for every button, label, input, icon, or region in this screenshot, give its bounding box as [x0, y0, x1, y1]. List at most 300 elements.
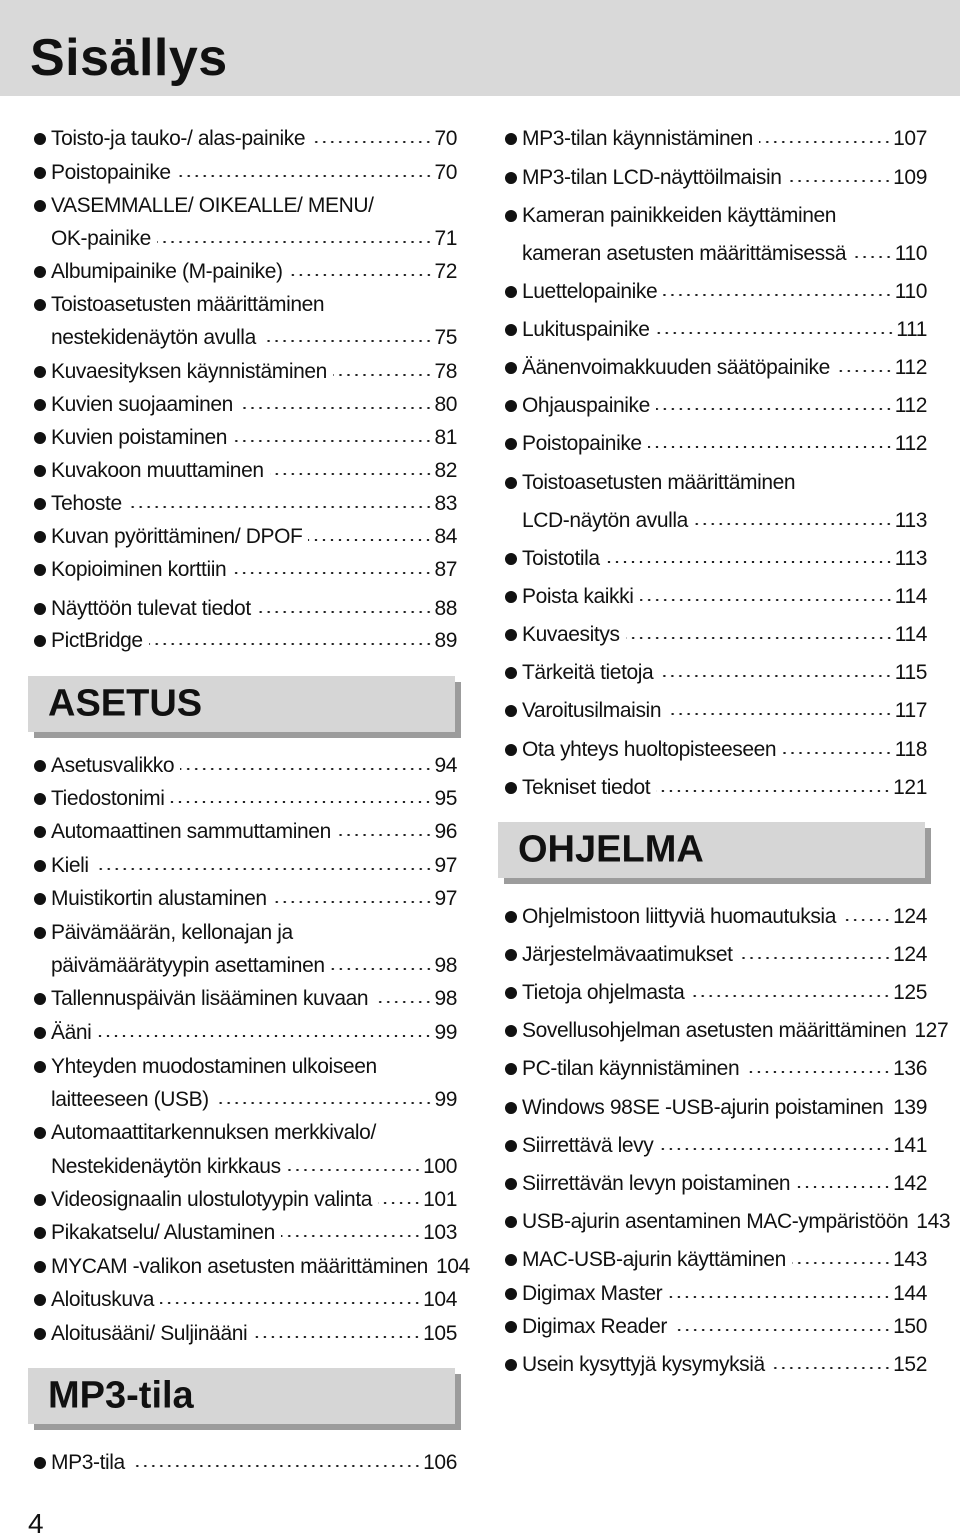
- toc-entry[interactable]: [34, 1447, 457, 1479]
- toc-entry-page: 71: [434, 227, 457, 250]
- toc-entry[interactable]: [34, 356, 457, 388]
- toc-entry-page: 125: [893, 981, 927, 1004]
- toc-entry[interactable]: [34, 488, 457, 520]
- toc-entry-page: 82: [434, 459, 457, 482]
- bullet-icon: [505, 987, 517, 999]
- toc-entry[interactable]: [505, 939, 927, 971]
- bullet-icon: [505, 1216, 517, 1228]
- toc-entry-page: 114: [894, 623, 927, 646]
- toc-entry[interactable]: [34, 917, 457, 949]
- bullet-icon: [505, 1102, 517, 1114]
- toc-entry-page: 111: [896, 318, 927, 341]
- bullet-icon: [34, 793, 46, 805]
- dot-leader: [640, 599, 893, 601]
- toc-entry-page: 80: [434, 393, 457, 416]
- bullet-icon: [505, 438, 517, 450]
- toc-entry-page: 152: [893, 1353, 927, 1376]
- dot-leader: [233, 440, 432, 442]
- toc-entry[interactable]: [505, 619, 927, 651]
- toc-entry-label: Windows 98SE -USB-ajurin poistaminen: [522, 1096, 884, 1119]
- toc-entry[interactable]: [505, 657, 927, 689]
- toc-entry[interactable]: [34, 1251, 470, 1283]
- dot-leader: [95, 868, 433, 870]
- toc-entry-page: 101: [423, 1188, 457, 1211]
- toc-entry-page: 117: [894, 699, 927, 722]
- dot-leader: [656, 790, 891, 792]
- toc-entry-continuation[interactable]: [34, 1084, 457, 1116]
- toc-entry-label: Äänenvoimakkuuden säätöpainike: [522, 356, 830, 379]
- bullet-icon: [505, 553, 517, 565]
- section-title: ASETUS: [48, 682, 203, 725]
- toc-entry[interactable]: [34, 521, 457, 553]
- toc-entry-label: Siirrettävä levy: [522, 1134, 654, 1157]
- bullet-icon: [505, 172, 517, 184]
- dot-leader: [157, 241, 433, 243]
- dot-leader: [889, 1110, 891, 1112]
- toc-entry-label: Poistopainike: [51, 161, 171, 184]
- dot-leader: [311, 141, 432, 143]
- section-header-asetus: [28, 676, 455, 732]
- toc-entry-label: MP3-tila: [51, 1451, 125, 1474]
- bullet-icon: [505, 1359, 517, 1371]
- toc-entry-page: 81: [434, 426, 457, 449]
- bullet-icon: [505, 1178, 517, 1190]
- toc-entry-page: 97: [434, 887, 457, 910]
- page-title: Sisällys: [30, 29, 228, 87]
- bullet-icon: [34, 1261, 46, 1273]
- toc-entry[interactable]: [34, 850, 457, 882]
- toc-entry[interactable]: [34, 157, 457, 189]
- toc-entry[interactable]: [505, 772, 927, 804]
- bullet-icon: [34, 531, 46, 543]
- bullet-icon: [34, 299, 46, 311]
- toc-entry-continuation[interactable]: [34, 950, 457, 982]
- toc-entry[interactable]: [505, 1092, 927, 1124]
- toc-entry-continuation[interactable]: [34, 223, 457, 255]
- page-number: 4: [28, 1508, 44, 1539]
- toc-entry-label: Kuvan pyörittäminen/ DPOF: [51, 525, 303, 548]
- toc-entry[interactable]: [34, 783, 457, 815]
- dot-leader: [771, 1367, 891, 1369]
- toc-entry-page: 70: [434, 127, 457, 150]
- toc-entry[interactable]: [34, 1051, 457, 1083]
- bullet-icon: [34, 1127, 46, 1139]
- toc-entry[interactable]: [34, 1217, 457, 1249]
- toc-entry-page: 97: [434, 854, 457, 877]
- toc-entry-label: MP3-tilan käynnistäminen: [522, 127, 753, 150]
- toc-entry[interactable]: [505, 1053, 927, 1085]
- toc-entry-page: 104: [423, 1288, 457, 1311]
- toc-entry-label: Aloitusääni/ Suljinääni: [51, 1322, 248, 1345]
- bullet-icon: [505, 744, 517, 756]
- dot-leader: [759, 141, 891, 143]
- dot-leader: [606, 561, 893, 563]
- toc-entry[interactable]: [505, 1168, 927, 1200]
- toc-entry-label: MP3-tilan LCD-näyttöilmaisin: [522, 166, 782, 189]
- dot-leader: [739, 957, 892, 959]
- toc-entry-label: Tekniset tiedot: [522, 776, 651, 799]
- bullet-icon: [34, 1457, 46, 1469]
- toc-entry[interactable]: [34, 1318, 457, 1350]
- dot-leader: [253, 1336, 421, 1338]
- bullet-icon: [505, 1025, 517, 1037]
- toc-entry-label: Ääni: [51, 1021, 92, 1044]
- dot-leader: [626, 637, 893, 639]
- dot-leader: [289, 274, 433, 276]
- toc-entry-page: 110: [894, 242, 927, 265]
- dot-leader: [648, 446, 893, 448]
- section-title: OHJELMA: [518, 828, 704, 871]
- toc-entry-continuation[interactable]: [505, 238, 927, 270]
- bullet-icon: [34, 1294, 46, 1306]
- bullet-icon: [34, 167, 46, 179]
- toc-entry-page: 95: [434, 787, 457, 810]
- toc-entry-label: Aloituskuva: [51, 1288, 154, 1311]
- toc-entry-label: Digimax Master: [522, 1282, 663, 1305]
- toc-entry[interactable]: [34, 256, 457, 288]
- dot-leader: [378, 1202, 421, 1204]
- bullet-icon: [34, 564, 46, 576]
- toc-entry-page: 105: [423, 1322, 457, 1345]
- bullet-icon: [34, 893, 46, 905]
- toc-entry-label: Päivämäärän, kellonajan ja: [51, 921, 293, 944]
- toc-entry-page: 88: [434, 597, 457, 620]
- toc-entry-page: 96: [434, 820, 457, 843]
- dot-leader: [673, 1329, 891, 1331]
- bullet-icon: [34, 1227, 46, 1239]
- bullet-icon: [34, 200, 46, 212]
- toc-entry-label: Usein kysyttyjä kysymyksiä: [522, 1353, 765, 1376]
- toc-entry[interactable]: [505, 1278, 927, 1310]
- bullet-icon: [34, 826, 46, 838]
- toc-entry-label: Kuvien suojaaminen: [51, 393, 233, 416]
- bullet-icon: [505, 400, 517, 412]
- section-header-mp3: [28, 1368, 455, 1424]
- toc-entry[interactable]: [505, 901, 927, 933]
- bullet-icon: [34, 1027, 46, 1039]
- toc-entry-page: 83: [434, 492, 457, 515]
- toc-entry-label: nestekidenäytön avulla: [51, 326, 256, 349]
- toc-entry-page: 100: [423, 1155, 457, 1178]
- toc-entry-label: Asetusvalikko: [51, 754, 175, 777]
- toc-entry[interactable]: [34, 554, 457, 586]
- dot-leader: [745, 1071, 891, 1073]
- toc-entry[interactable]: [505, 352, 927, 384]
- bullet-icon: [505, 1321, 517, 1333]
- toc-entry-page: 113: [894, 547, 927, 570]
- toc-entry-page: 114: [894, 585, 927, 608]
- toc-entry-label: Luettelopainike: [522, 280, 658, 303]
- toc-entry-label: Toistotila: [522, 547, 600, 570]
- toc-entry-page: 118: [894, 738, 927, 761]
- toc-entry-page: 98: [434, 987, 457, 1010]
- toc-entry[interactable]: [34, 1017, 457, 1049]
- dot-leader: [836, 370, 893, 372]
- bullet-icon: [505, 324, 517, 336]
- toc-entry[interactable]: [505, 1244, 927, 1276]
- toc-entry-page: 103: [423, 1221, 457, 1244]
- toc-entry-label: laitteeseen (USB): [51, 1088, 209, 1111]
- dot-leader: [180, 768, 432, 770]
- toc-entry-label: Videosignaalin ulostulotyypin valinta: [51, 1188, 373, 1211]
- toc-entry[interactable]: [505, 1130, 927, 1162]
- dot-leader: [782, 752, 893, 754]
- toc-entry-label: Toisto-ja tauko-/ alas-painike: [51, 127, 306, 150]
- toc-entry[interactable]: [34, 593, 457, 625]
- toc-entry[interactable]: [34, 816, 457, 848]
- dot-leader: [273, 901, 433, 903]
- dot-leader: [792, 1262, 891, 1264]
- dot-leader: [128, 506, 433, 508]
- toc-entry-page: 112: [894, 394, 927, 417]
- toc-entry-label: VASEMMALLE/ OIKEALLE/ MENU/: [51, 194, 374, 217]
- toc-entry-label: Kuvaesitys: [522, 623, 620, 646]
- toc-entry-label: USB-ajurin asentaminen MAC-ympäristöön: [522, 1210, 909, 1233]
- toc-entry-page: 112: [894, 356, 927, 379]
- toc-entry-label: Siirrettävän levyn poistaminen: [522, 1172, 791, 1195]
- toc-entry-label: Tiedostonimi: [51, 787, 165, 810]
- bullet-icon: [34, 498, 46, 510]
- toc-entry-label: Poistopainike: [522, 432, 642, 455]
- bullet-icon: [34, 432, 46, 444]
- bullet-icon: [34, 133, 46, 145]
- toc-entry-page: 136: [893, 1057, 927, 1080]
- dot-leader: [239, 407, 433, 409]
- toc-entry-label: Lukituspainike: [522, 318, 650, 341]
- bullet-icon: [34, 603, 46, 615]
- toc-entry-label: LCD-näytön avulla: [522, 509, 688, 532]
- toc-entry-label: Pikakatselu/ Alustaminen: [51, 1221, 275, 1244]
- bullet-icon: [34, 860, 46, 872]
- dot-leader: [667, 713, 893, 715]
- toc-entry[interactable]: [34, 1184, 457, 1216]
- toc-entry-label: Digimax Reader: [522, 1315, 667, 1338]
- bullet-icon: [34, 266, 46, 278]
- toc-entry-page: 115: [894, 661, 927, 684]
- section-title: MP3-tila: [48, 1374, 194, 1417]
- toc-entry[interactable]: [34, 422, 457, 454]
- bullet-icon: [505, 949, 517, 961]
- dot-leader: [337, 834, 433, 836]
- toc-entry[interactable]: [505, 977, 927, 1009]
- bullet-icon: [505, 911, 517, 923]
- bullet-icon: [505, 210, 517, 222]
- dot-leader: [663, 294, 892, 296]
- toc-entry-page: 113: [894, 509, 927, 532]
- toc-entry-label: OK-painike: [51, 227, 151, 250]
- dot-leader: [852, 256, 893, 258]
- toc-entry-page: 144: [893, 1282, 927, 1305]
- toc-entry[interactable]: [505, 1349, 927, 1381]
- dot-leader: [149, 643, 433, 645]
- dot-leader: [131, 1465, 421, 1467]
- toc-entry[interactable]: [34, 983, 457, 1015]
- dot-leader: [281, 1235, 421, 1237]
- toc-entry-label: Nestekidenäytön kirkkaus: [51, 1155, 281, 1178]
- toc-entry-page: 143: [893, 1248, 927, 1271]
- bullet-icon: [34, 993, 46, 1005]
- toc-entry-page: 124: [893, 943, 927, 966]
- bullet-icon: [505, 133, 517, 145]
- section-header-ohjelma: [498, 822, 925, 878]
- toc-entry-label: Sovellusohjelman asetusten määrittäminen: [522, 1019, 907, 1042]
- bullet-icon: [505, 1063, 517, 1075]
- bullet-icon: [505, 705, 517, 717]
- bullet-icon: [34, 1061, 46, 1073]
- dot-leader: [374, 1001, 432, 1003]
- toc-entry[interactable]: [34, 190, 457, 222]
- bullet-icon: [505, 782, 517, 794]
- toc-entry[interactable]: [34, 289, 457, 321]
- toc-entry[interactable]: [505, 581, 927, 613]
- dot-leader: [694, 523, 893, 525]
- toc-entry-label: Albumipainike (M-painike): [51, 260, 283, 283]
- toc-entry[interactable]: [505, 276, 927, 308]
- toc-entry-label: Tärkeitä tietoja: [522, 661, 654, 684]
- toc-entry-label: päivämäärätyypin asettaminen: [51, 954, 325, 977]
- bullet-icon: [505, 286, 517, 298]
- toc-entry-page: 70: [434, 161, 457, 184]
- dot-leader: [257, 611, 433, 613]
- toc-entry-label: Automaattitarkennuksen merkkivalo/: [51, 1121, 376, 1144]
- toc-entry[interactable]: [505, 314, 927, 346]
- toc-entry[interactable]: [34, 750, 457, 782]
- dot-leader: [177, 175, 433, 177]
- toc-entry-label: Toistoasetusten määrittäminen: [522, 471, 796, 494]
- toc-entry-label: Ota yhteys huoltopisteeseen: [522, 738, 777, 761]
- toc-entry-label: Kopioiminen korttiin: [51, 558, 227, 581]
- dot-leader: [659, 675, 892, 677]
- toc-entry-page: 87: [434, 558, 457, 581]
- dot-leader: [333, 374, 432, 376]
- toc-entry[interactable]: [505, 695, 927, 727]
- toc-entry[interactable]: [505, 543, 927, 575]
- toc-entry-page: 104: [435, 1255, 470, 1278]
- bullet-icon: [505, 629, 517, 641]
- toc-entry[interactable]: [34, 625, 457, 657]
- toc-entry[interactable]: [505, 1311, 927, 1343]
- toc-entry-page: 106: [423, 1451, 457, 1474]
- toc-entry-label: Tehoste: [51, 492, 122, 515]
- dot-leader: [788, 180, 892, 182]
- toc-entry-label: Automaattinen sammuttaminen: [51, 820, 331, 843]
- toc-entry[interactable]: [34, 455, 457, 487]
- toc-entry-page: 99: [434, 1021, 457, 1044]
- bullet-icon: [505, 1254, 517, 1266]
- bullet-icon: [505, 1140, 517, 1152]
- bullet-icon: [34, 1328, 46, 1340]
- toc-entry[interactable]: [505, 428, 927, 460]
- toc-entry-label: kameran asetusten määrittämisessä: [522, 242, 847, 265]
- toc-entry[interactable]: [505, 123, 927, 155]
- toc-entry-label: Poista kaikki: [522, 585, 634, 608]
- toc-entry-page: 78: [434, 360, 457, 383]
- dot-leader: [659, 1148, 891, 1150]
- toc-entry-page: 109: [893, 166, 927, 189]
- toc-entry-label: Kuvien poistaminen: [51, 426, 228, 449]
- dot-leader: [215, 1102, 433, 1104]
- toc-entry-label: MYCAM -valikon asetusten määrittäminen: [51, 1255, 428, 1278]
- toc-entry-label: Järjestelmävaatimukset: [522, 943, 733, 966]
- toc-entry-page: 121: [893, 776, 927, 799]
- toc-entry-label: Ohjauspainike: [522, 394, 650, 417]
- toc-entry-label: Tietoja ohjelmasta: [522, 981, 685, 1004]
- toc-entry[interactable]: [505, 390, 927, 422]
- toc-entry[interactable]: [34, 1284, 457, 1316]
- dot-leader: [308, 539, 432, 541]
- bullet-icon: [505, 477, 517, 489]
- toc-entry[interactable]: [34, 123, 457, 155]
- bullet-icon: [34, 760, 46, 772]
- toc-entry-page: 141: [893, 1134, 927, 1157]
- dot-leader: [796, 1186, 891, 1188]
- toc-entry-label: Varoitusilmaisin: [522, 699, 662, 722]
- toc-entry[interactable]: [505, 200, 927, 232]
- toc-entry[interactable]: [34, 1117, 457, 1149]
- toc-entry-label: Näyttöön tulevat tiedot: [51, 597, 251, 620]
- bullet-icon: [34, 635, 46, 647]
- page-header: [0, 0, 960, 96]
- toc-entry-page: 84: [434, 525, 457, 548]
- dot-leader: [270, 473, 433, 475]
- toc-entry-page: 98: [434, 954, 457, 977]
- toc-entry-page: 143: [916, 1210, 951, 1233]
- toc-entry-page: 112: [894, 432, 927, 455]
- toc-entry-page: 107: [893, 127, 927, 150]
- toc-entry-page: 124: [893, 905, 927, 928]
- toc-entry-page: 142: [893, 1172, 927, 1195]
- bullet-icon: [34, 1194, 46, 1206]
- dot-leader: [656, 408, 893, 410]
- bullet-icon: [505, 1288, 517, 1300]
- toc-entry-page: 110: [894, 280, 927, 303]
- toc-entry[interactable]: [34, 389, 457, 421]
- toc-entry-page: 127: [914, 1019, 949, 1042]
- dot-leader: [656, 332, 895, 334]
- bullet-icon: [505, 362, 517, 374]
- toc-entry[interactable]: [34, 883, 457, 915]
- toc-entry-label: Kameran painikkeiden käyttäminen: [522, 204, 837, 227]
- toc-entry[interactable]: [505, 734, 927, 766]
- dot-leader: [842, 919, 891, 921]
- dot-leader: [668, 1296, 891, 1298]
- dot-leader: [287, 1169, 421, 1171]
- toc-entry-label: Kuvakoon muuttaminen: [51, 459, 264, 482]
- toc-entry[interactable]: [505, 162, 927, 194]
- toc-entry-page: 72: [434, 260, 457, 283]
- toc-entry-continuation[interactable]: [34, 1151, 457, 1183]
- dot-leader: [170, 801, 432, 803]
- toc-entry-label: MAC-USB-ajurin käyttäminen: [522, 1248, 786, 1271]
- dot-leader: [97, 1035, 432, 1037]
- bullet-icon: [505, 591, 517, 603]
- toc-entry[interactable]: [505, 1015, 949, 1047]
- toc-entry-label: Tallennuspäivän lisääminen kuvaan: [51, 987, 369, 1010]
- toc-entry[interactable]: [505, 1206, 951, 1238]
- toc-entry-label: Muistikortin alustaminen: [51, 887, 267, 910]
- toc-entry-continuation[interactable]: [505, 505, 927, 537]
- dot-leader: [690, 995, 891, 997]
- toc-entry-label: Ohjelmistoon liittyviä huomautuksia: [522, 905, 836, 928]
- dot-leader: [160, 1302, 421, 1304]
- toc-entry-continuation[interactable]: [34, 322, 457, 354]
- toc-entry-label: Toistoasetusten määrittäminen: [51, 293, 325, 316]
- toc-entry[interactable]: [505, 467, 927, 499]
- toc-entry-page: 139: [893, 1096, 927, 1119]
- toc-entry-label: Kieli: [51, 854, 89, 877]
- toc-entry-label: PC-tilan käynnistäminen: [522, 1057, 740, 1080]
- dot-leader: [232, 572, 432, 574]
